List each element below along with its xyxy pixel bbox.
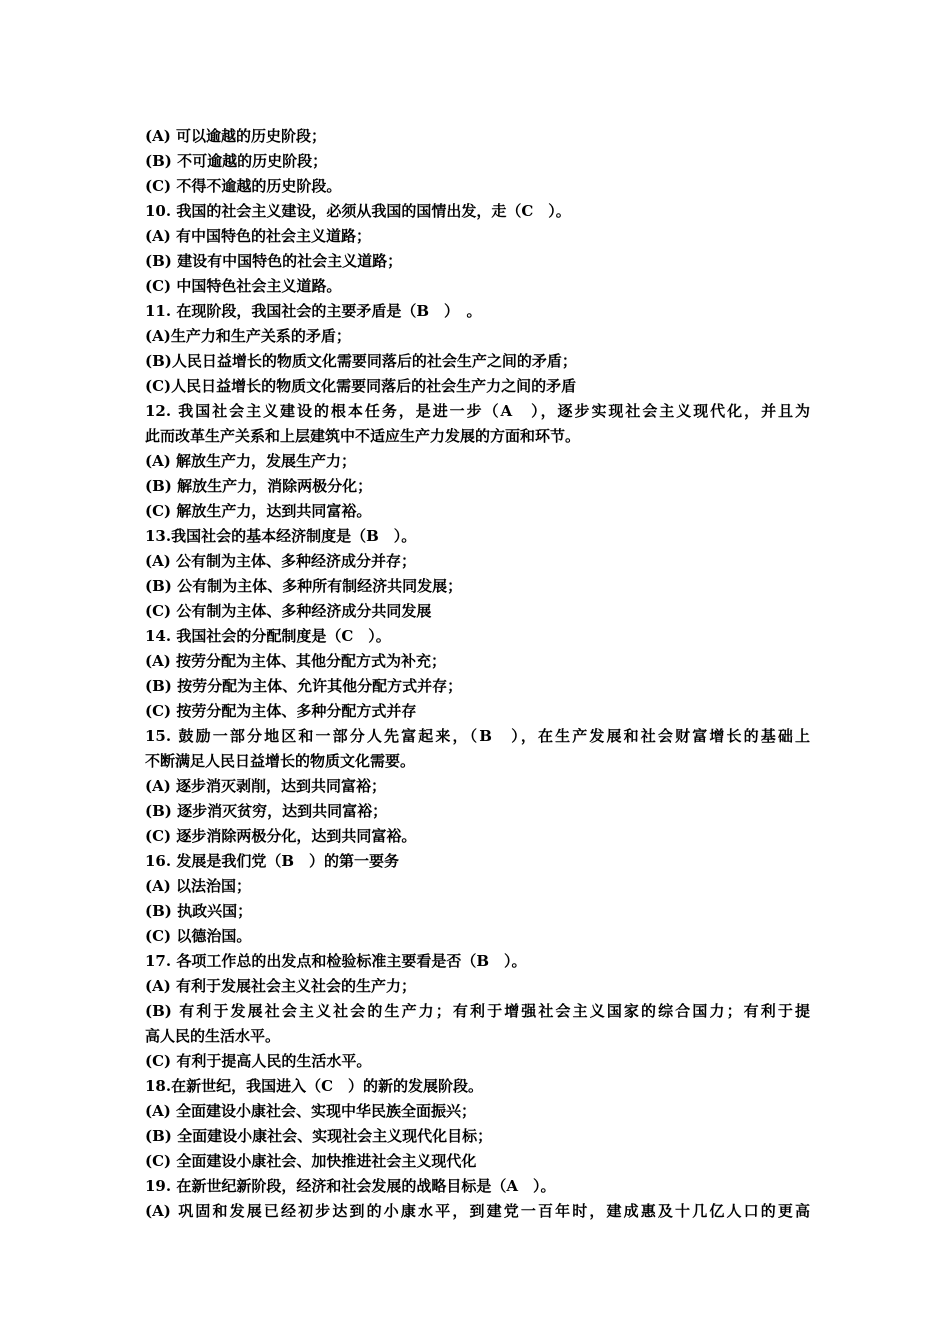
option-line: (C) 中国特色社会主义道路。: [145, 277, 342, 295]
option-line: (B) 全面建设小康社会、实现社会主义现代化目标；: [145, 1127, 493, 1145]
option-line: (C) 全面建设小康社会、加快推进社会主义现代化: [145, 1152, 477, 1170]
option-line: (C) 逐步消除两极分化，达到共同富裕。: [145, 827, 417, 845]
option-line: (C) 以德治国。: [145, 927, 252, 945]
option-line: (B) 有利于发展社会主义社会的生产力；有利于增强社会主义国家的综合国力；有利于提: [145, 1002, 810, 1020]
option-line: (C) 公有制为主体、多种经济成分共同发展: [145, 602, 432, 620]
question-line: 18.在新世纪，我国进入（C ）的新的发展阶段。: [145, 1077, 484, 1095]
question-line: 15. 鼓励一部分地区和一部分人先富起来，（B ），在生产发展和社会财富增长的基础上: [145, 727, 810, 745]
option-line: (A) 解放生产力，发展生产力；: [145, 452, 357, 470]
option-line: (B) 解放生产力，消除两极分化；: [145, 477, 373, 495]
option-line: (A) 巩固和发展已经初步达到的小康水平，到建党一百年时，建成惠及十几亿人口的更高: [145, 1202, 810, 1220]
question-line-continued: 此而改革生产关系和上层建筑中不适应生产力发展的方面和环节。: [145, 427, 581, 445]
question-line: 16. 发展是我们党（B ）的第一要务: [145, 852, 399, 870]
option-line: (A)生产力和生产关系的矛盾；: [145, 327, 351, 345]
option-line: (A) 有中国特色的社会主义道路；: [145, 227, 372, 245]
option-line: (A) 有利于发展社会主义社会的生产力；: [145, 977, 417, 995]
option-line: (A) 可以逾越的历史阶段；: [145, 127, 327, 145]
option-line: (C)人民日益增长的物质文化需要同落后的社会生产力之间的矛盾: [145, 377, 577, 395]
option-line: (B) 逐步消灭贫穷，达到共同富裕；: [145, 802, 388, 820]
question-line: 11. 在现阶段，我国社会的主要矛盾是（B ） 。: [145, 302, 482, 320]
question-line: 19. 在新世纪新阶段，经济和社会发展的战略目标是（A ）。: [145, 1177, 556, 1195]
option-line: (B) 建设有中国特色的社会主义道路；: [145, 252, 403, 270]
option-line: (C) 解放生产力，达到共同富裕。: [145, 502, 372, 520]
option-line: (C) 有利于提高人民的生活水平。: [145, 1052, 372, 1070]
question-line-continued: 不断满足人民日益增长的物质文化需要。: [145, 752, 416, 770]
question-line: 17. 各项工作总的出发点和检验标准主要看是否（B ）。: [145, 952, 527, 970]
option-line: (A) 公有制为主体、多种经济成分并存；: [145, 552, 417, 570]
option-line: (C) 不得不逾越的历史阶段。: [145, 177, 342, 195]
option-line: (C) 按劳分配为主体、多种分配方式并存: [145, 702, 417, 720]
option-line: (A) 以法治国；: [145, 877, 252, 895]
option-line: (B) 公有制为主体、多种所有制经济共同发展；: [145, 577, 463, 595]
question-text-block: [145, 124, 810, 1224]
option-line: (A) 按劳分配为主体、其他分配方式为补充；: [145, 652, 447, 670]
question-line: 14. 我国社会的分配制度是（C ）。: [145, 627, 391, 645]
option-line: (B)人民日益增长的物质文化需要同落后的社会生产之间的矛盾；: [145, 352, 577, 370]
option-line-continued: 高人民的生活水平。: [145, 1027, 281, 1045]
option-line: (B) 执政兴国；: [145, 902, 253, 920]
question-line: 13.我国社会的基本经济制度是（B ）。: [145, 527, 417, 545]
question-line: 12. 我国社会主义建设的根本任务，是进一步（A ），逐步实现社会主义现代化，并且为: [145, 402, 810, 420]
option-line: (A) 逐步消灭剥削，达到共同富裕；: [145, 777, 387, 795]
option-line: (A) 全面建设小康社会、实现中华民族全面振兴；: [145, 1102, 477, 1120]
option-line: (B) 不可逾越的历史阶段；: [145, 152, 328, 170]
option-line: (B) 按劳分配为主体、允许其他分配方式并存；: [145, 677, 463, 695]
question-line: 10. 我国的社会主义建设，必须从我国的国情出发，走（C ）。: [145, 202, 571, 220]
